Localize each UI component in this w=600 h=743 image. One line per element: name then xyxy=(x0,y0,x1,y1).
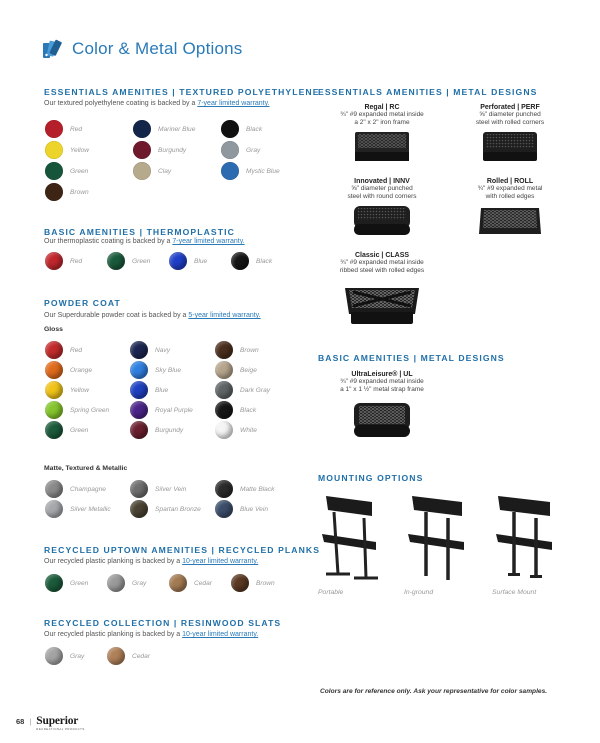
color-swatch xyxy=(45,421,88,439)
color-swatch xyxy=(215,361,257,379)
color-chip xyxy=(45,401,63,419)
color-label: Black xyxy=(240,406,257,414)
warranty-link[interactable]: 10-year limited warranty. xyxy=(182,631,259,638)
color-label: Black xyxy=(256,257,273,265)
rolled-tabletop-image xyxy=(475,204,545,240)
color-label: Yellow xyxy=(70,146,90,154)
color-swatch xyxy=(133,162,171,180)
color-swatch xyxy=(45,120,82,138)
warranty-link[interactable]: 5-year limited warranty. xyxy=(188,312,261,319)
color-swatch xyxy=(130,401,193,419)
color-label: Yellow xyxy=(70,386,90,394)
metal-name: UltraLeisure® | UL xyxy=(351,371,413,378)
metal-design-ultraleisure xyxy=(322,371,442,441)
color-swatch xyxy=(45,381,89,399)
mount-label: Portable xyxy=(318,589,344,596)
color-disclaimer: Colors are for reference only. Ask your representative for color samples. xyxy=(320,688,548,695)
color-swatch xyxy=(45,500,111,518)
section-desc-powder-coat: Our Superdurable powder coat is backed by a 5-year limited warranty. xyxy=(44,312,261,319)
color-swatch xyxy=(107,252,150,270)
metal-desc-line1: ¾" #9 expanded metal inside xyxy=(340,378,424,385)
metal-desc-line1: ¾" #9 expanded metal inside xyxy=(340,111,424,118)
metal-desc-line2: a 1" x 1 ½" metal strap frame xyxy=(340,386,424,393)
color-label: Cedar xyxy=(194,579,212,587)
section-title-recycled-uptown: RECYCLED UPTOWN AMENITIES | RECYCLED PLANKS xyxy=(44,545,321,555)
mount-label: In-ground xyxy=(404,589,434,596)
color-chip xyxy=(45,361,63,379)
mount-surface xyxy=(492,490,556,596)
color-chip xyxy=(169,252,187,270)
color-chip xyxy=(130,500,148,518)
color-chip xyxy=(45,341,63,359)
color-swatch xyxy=(130,381,168,399)
color-chip xyxy=(45,421,63,439)
color-chip xyxy=(130,361,148,379)
color-chip xyxy=(130,421,148,439)
metal-design-perforated xyxy=(450,104,570,164)
section-desc-essentials-poly: Our textured polyethylene coating is backed by a 7-year limited warranty. xyxy=(44,100,270,107)
color-swatch xyxy=(231,252,272,270)
warranty-link[interactable]: 10-year limited warranty. xyxy=(182,558,259,565)
color-swatch xyxy=(215,500,268,518)
color-label: White xyxy=(240,426,257,434)
color-chip xyxy=(107,252,125,270)
section-desc-basic-thermo: Our thermoplastic coating is backed by a 7-year limited warranty. xyxy=(44,238,245,245)
color-swatch xyxy=(107,647,150,665)
color-chip xyxy=(130,381,148,399)
surface-mount-bench-image xyxy=(492,490,556,582)
color-swatch xyxy=(45,401,109,419)
color-chip xyxy=(215,341,233,359)
color-chip xyxy=(169,574,187,592)
color-label: Green xyxy=(70,167,89,175)
color-label: Red xyxy=(70,346,83,354)
perforated-tabletop-image xyxy=(480,130,540,164)
color-chip xyxy=(231,252,249,270)
color-swatch xyxy=(45,574,88,592)
metal-design-rolled xyxy=(450,178,570,240)
color-label: Green xyxy=(132,257,151,265)
color-chip xyxy=(107,647,125,665)
color-label: Brown xyxy=(70,188,89,196)
color-label: Champagne xyxy=(70,485,106,493)
metal-desc-line1: ¾" #9 expanded metal xyxy=(477,185,543,192)
metal-design-classic xyxy=(322,252,442,328)
color-swatch xyxy=(45,647,84,665)
metal-desc-line2: steel with round corners xyxy=(347,193,417,200)
color-chip xyxy=(45,381,63,399)
color-chip xyxy=(133,162,151,180)
color-label: Beige xyxy=(240,366,257,374)
metal-name: Innovated | INNV xyxy=(354,178,410,185)
warranty-link[interactable]: 7-year limited warranty. xyxy=(172,238,245,245)
warranty-link[interactable]: 7-year limited warranty. xyxy=(197,100,270,107)
color-swatch xyxy=(130,480,186,498)
color-label: Blue xyxy=(194,257,208,265)
color-chip xyxy=(221,120,239,138)
color-label: Mariner Blue xyxy=(158,125,196,133)
color-swatch xyxy=(45,480,106,498)
portable-bench-image xyxy=(318,490,382,582)
color-label: Silver Vein xyxy=(155,485,187,493)
innovated-tabletop-image xyxy=(351,204,413,238)
metal-desc-line2: a 2" x 2" iron frame xyxy=(354,119,410,126)
section-title-mounting: MOUNTING OPTIONS xyxy=(318,473,424,483)
color-swatch xyxy=(215,480,274,498)
section-title-basic-thermo: BASIC AMENITIES | THERMOPLASTIC xyxy=(44,227,235,237)
metal-desc-line2: ribbed steel with rolled edges xyxy=(339,267,425,274)
metal-desc-line2: steel with rolled corners xyxy=(475,119,545,126)
section-title-powder-coat: POWDER COAT xyxy=(44,298,121,308)
color-swatch xyxy=(107,574,146,592)
color-chip xyxy=(45,141,63,159)
regal-tabletop-image xyxy=(352,130,412,164)
metal-desc-line1: ⅝" diameter punched xyxy=(479,111,541,118)
color-label: Matte Black xyxy=(240,485,275,493)
color-chip xyxy=(215,381,233,399)
color-swatch xyxy=(231,574,275,592)
metal-name: Rolled | ROLL xyxy=(486,178,534,185)
color-label: Spring Green xyxy=(70,406,110,414)
color-label: Green xyxy=(70,426,89,434)
color-label: Silver Metallic xyxy=(70,505,111,513)
page-footer xyxy=(16,716,85,730)
color-chip xyxy=(45,162,63,180)
section-title-essentials-poly: ESSENTIALS AMENITIES | TEXTURED POLYETHYLENE xyxy=(44,87,320,97)
color-chip xyxy=(133,141,151,159)
logo-wordmark: Superior xyxy=(36,715,79,727)
color-chip xyxy=(231,574,249,592)
superior-logo xyxy=(36,716,84,730)
color-chip xyxy=(45,647,63,665)
color-swatch xyxy=(133,141,186,159)
color-chip xyxy=(45,574,63,592)
page-number: 68 xyxy=(16,717,25,726)
matte-label: Matte, Textured & Metallic xyxy=(44,465,128,472)
metal-name: Regal | RC xyxy=(364,104,400,111)
footer-separator: | xyxy=(29,717,32,726)
color-label: Sky Blue xyxy=(155,366,182,374)
color-swatch xyxy=(215,381,270,399)
color-chip xyxy=(215,480,233,498)
color-label: Gray xyxy=(70,652,85,660)
color-label: Burgundy xyxy=(155,426,184,434)
color-chip xyxy=(45,480,63,498)
color-label: Gray xyxy=(132,579,147,587)
color-label: Cedar xyxy=(132,652,150,660)
color-chip xyxy=(215,500,233,518)
color-label: Brown xyxy=(240,346,259,354)
color-chip xyxy=(130,401,148,419)
color-label: Mystic Blue xyxy=(246,167,280,175)
classic-tabletop-image xyxy=(343,278,421,328)
color-chip xyxy=(45,500,63,518)
color-swatch xyxy=(130,500,201,518)
color-swatch xyxy=(45,162,88,180)
metal-name: Perforated | PERF xyxy=(480,104,540,111)
color-label: Royal Purple xyxy=(155,406,193,414)
color-swatch xyxy=(221,141,260,159)
color-chip xyxy=(45,183,63,201)
mount-portable xyxy=(318,490,382,596)
metal-design-regal xyxy=(322,104,442,164)
color-label: Green xyxy=(70,579,89,587)
color-label: Red xyxy=(70,125,83,133)
color-chip xyxy=(130,341,148,359)
page-header xyxy=(42,38,243,60)
color-label: Clay xyxy=(158,167,172,175)
color-label: Gray xyxy=(246,146,261,154)
color-swatch xyxy=(215,421,257,439)
color-label: Black xyxy=(246,125,263,133)
section-desc-recycled-uptown: Our recycled plastic planking is backed by a 10-year limited warranty. xyxy=(44,558,259,565)
color-swatch xyxy=(169,252,207,270)
section-title-recycled-collection: RECYCLED COLLECTION | RESINWOOD SLATS xyxy=(44,618,282,628)
metal-desc-line1: ¾" #9 expanded metal inside xyxy=(340,259,424,266)
section-title-basic-metal: BASIC AMENITIES | METAL DESIGNS xyxy=(318,353,505,363)
color-label: Dark Gray xyxy=(240,386,271,394)
color-swatch xyxy=(215,401,256,419)
color-label: Navy xyxy=(155,346,171,354)
color-swatch xyxy=(215,341,259,359)
in-ground-bench-image xyxy=(404,490,468,582)
color-label: Brown xyxy=(256,579,275,587)
color-chip xyxy=(45,120,63,138)
color-swatch xyxy=(130,361,181,379)
color-chip xyxy=(221,162,239,180)
color-label: Orange xyxy=(70,366,92,374)
metal-design-innovated xyxy=(322,178,442,238)
color-swatch xyxy=(221,120,262,138)
color-chip xyxy=(215,361,233,379)
color-swatch xyxy=(130,421,183,439)
gloss-label: Gloss xyxy=(44,326,63,333)
color-swatch xyxy=(45,183,89,201)
color-label: Red xyxy=(70,257,83,265)
color-label: Spartan Bronze xyxy=(155,505,201,513)
mount-in-ground xyxy=(404,490,468,596)
section-desc-recycled-collection: Our recycled plastic planking is backed by a 10-year limited warranty. xyxy=(44,631,259,638)
ultraleisure-tabletop-image xyxy=(351,397,413,441)
section-title-essentials-metal: ESSENTIALS AMENITIES | METAL DESIGNS xyxy=(318,87,538,97)
color-chip xyxy=(215,421,233,439)
color-chip xyxy=(107,574,125,592)
color-label: Burgundy xyxy=(158,146,187,154)
metal-desc-line2: with rolled edges xyxy=(485,193,535,200)
color-swatch xyxy=(169,574,212,592)
mount-label: Surface Mount xyxy=(492,589,537,596)
page-title: Color & Metal Options xyxy=(72,39,243,58)
color-chip xyxy=(130,480,148,498)
color-chip xyxy=(45,252,63,270)
color-label: Blue xyxy=(155,386,169,394)
color-chip xyxy=(215,401,233,419)
color-swatch xyxy=(45,341,82,359)
color-swatch xyxy=(221,162,280,180)
color-swatch xyxy=(130,341,170,359)
color-swatch xyxy=(45,361,92,379)
color-chip xyxy=(133,120,151,138)
color-swatch xyxy=(45,252,82,270)
color-label: Blue Vein xyxy=(240,505,268,513)
color-swatch xyxy=(45,141,89,159)
color-swatch-fan-icon xyxy=(42,38,64,60)
metal-desc-line1: ⅝" diameter punched xyxy=(351,185,413,192)
color-chip xyxy=(221,141,239,159)
logo-tagline: RECREATIONAL PRODUCTS xyxy=(36,726,85,731)
color-swatch xyxy=(133,120,195,138)
metal-name: Classic | CLASS xyxy=(354,252,410,259)
